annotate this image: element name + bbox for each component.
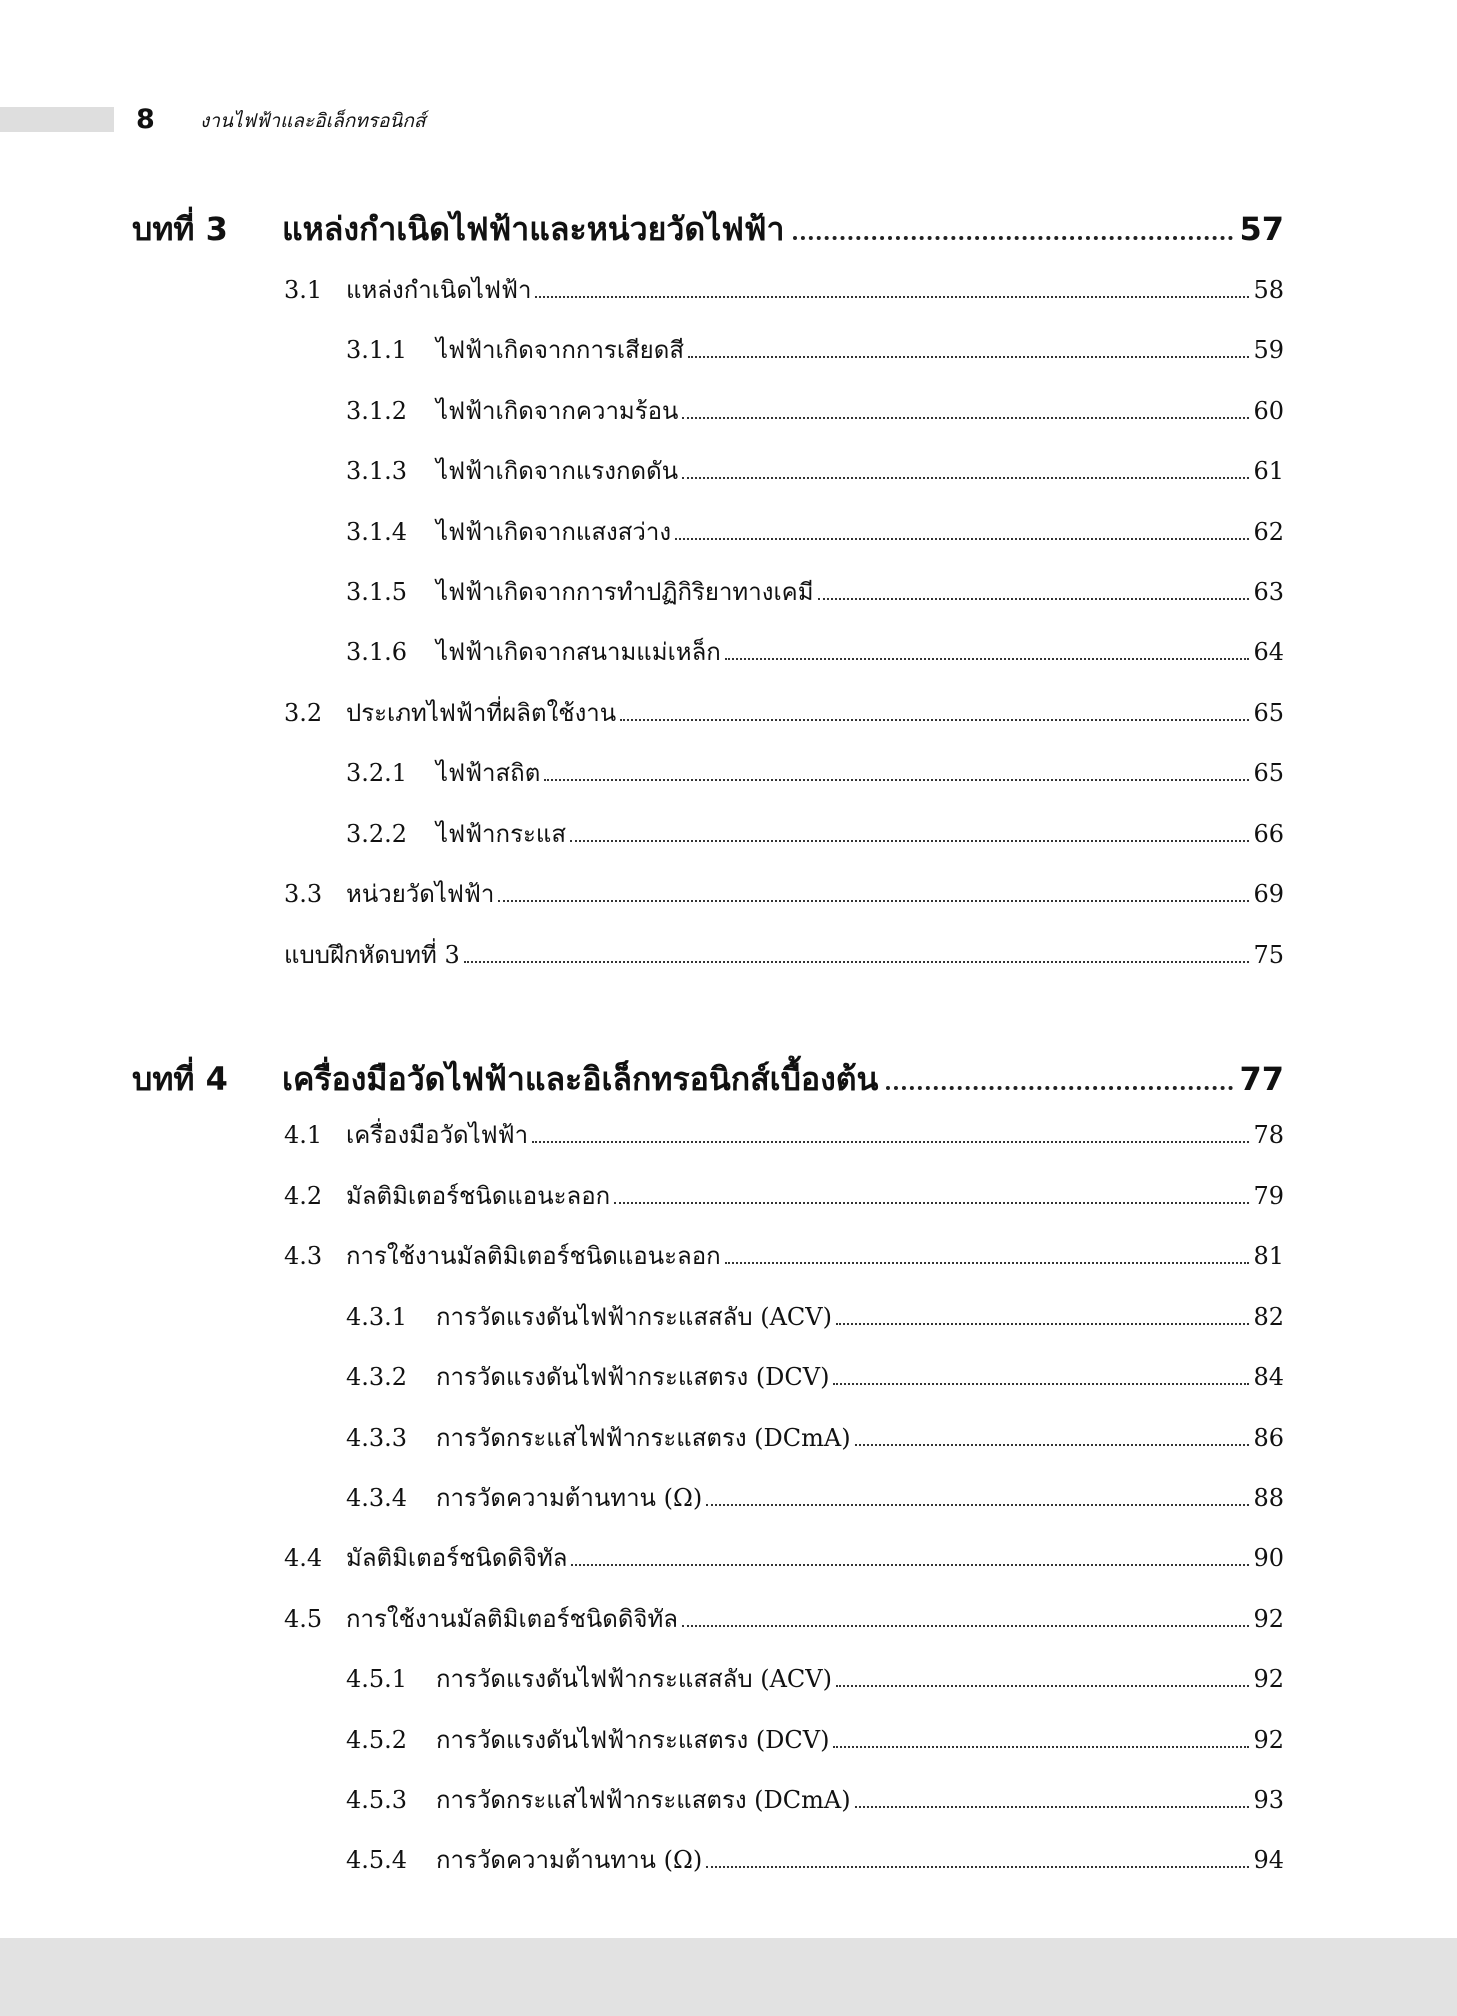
- section-number: 4.4: [284, 1544, 323, 1572]
- page-ref: 90: [1253, 1544, 1284, 1572]
- dot-leader: [570, 840, 1249, 842]
- section-title: ไฟฟ้าเกิดจากสนามแม่เหล็ก: [436, 638, 721, 666]
- section-title: มัลติมิเตอร์ชนิดดิจิทัล: [346, 1544, 568, 1572]
- toc-entry[interactable]: [346, 1659, 1284, 1695]
- section-title: แหล่งกำเนิดไฟฟ้า: [346, 276, 532, 304]
- toc-entry[interactable]: [284, 1538, 1284, 1574]
- dot-leader: [855, 1444, 1250, 1446]
- page-number: 8: [136, 104, 155, 135]
- section-number: 4.3.1: [346, 1303, 408, 1331]
- page-ref: 60: [1253, 397, 1284, 425]
- dot-leader: [498, 900, 1249, 902]
- section-number: 3.1.1: [346, 336, 408, 364]
- dot-leader: [682, 477, 1249, 479]
- section-number: 4.5: [284, 1605, 323, 1633]
- dot-leader: [620, 719, 1249, 721]
- dot-leader: [793, 236, 1234, 240]
- toc-entry[interactable]: [346, 1297, 1284, 1333]
- section-title: การใช้งานมัลติมิเตอร์ชนิดดิจิทัล: [346, 1605, 678, 1633]
- dot-leader: [706, 1866, 1249, 1868]
- page-ref: 66: [1253, 820, 1284, 848]
- toc-entry[interactable]: [284, 270, 1284, 306]
- section-number: 4.5.4: [346, 1846, 408, 1874]
- section-title: การวัดกระแสไฟฟ้ากระแสตรง (DCmA): [436, 1786, 851, 1814]
- toc-chapter-4[interactable]: [132, 1054, 1284, 1098]
- dot-leader: [682, 1625, 1249, 1627]
- section-title: แบบฝึกหัดบทที่ 3: [284, 941, 460, 969]
- page-ref: 93: [1253, 1786, 1284, 1814]
- toc-entry[interactable]: [346, 1478, 1284, 1514]
- toc-entry[interactable]: [346, 1840, 1284, 1876]
- page-ref: 88: [1253, 1484, 1284, 1512]
- section-title: มัลติมิเตอร์ชนิดแอนะลอก: [346, 1182, 611, 1210]
- dot-leader: [532, 1141, 1249, 1143]
- section-title: ไฟฟ้ากระแส: [436, 820, 566, 848]
- dot-leader: [675, 538, 1249, 540]
- dot-leader: [535, 296, 1249, 298]
- page-ref: 59: [1253, 336, 1284, 364]
- header-bar: [0, 107, 114, 132]
- section-title: ไฟฟ้าเกิดจากการทำปฏิกิริยาทางเคมี: [436, 578, 814, 606]
- chapter-title: แหล่งกำเนิดไฟฟ้าและหน่วยวัดไฟฟ้า: [282, 210, 785, 248]
- section-number: 4.5.3: [346, 1786, 408, 1814]
- toc-entry[interactable]: [346, 451, 1284, 487]
- section-number: 4.5.2: [346, 1726, 408, 1754]
- page-ref: 79: [1253, 1182, 1284, 1210]
- page-ref: 58: [1253, 276, 1284, 304]
- page-ref: 69: [1253, 880, 1284, 908]
- section-title: การวัดความต้านทาน (Ω): [436, 1484, 703, 1512]
- section-number: 4.1: [284, 1121, 323, 1149]
- chapter-label: บทที่ 3: [132, 210, 228, 248]
- page-ref: 94: [1253, 1846, 1284, 1874]
- page-ref: 61: [1253, 457, 1284, 485]
- section-title: ไฟฟ้าเกิดจากแรงกดดัน: [436, 457, 679, 485]
- section-number: 3.3: [284, 880, 323, 908]
- footer-band: [0, 1938, 1457, 2016]
- dot-leader: [544, 779, 1249, 781]
- page-ref: 65: [1253, 759, 1284, 787]
- dot-leader: [836, 1323, 1249, 1325]
- section-title: การวัดกระแสไฟฟ้ากระแสตรง (DCmA): [436, 1424, 851, 1452]
- toc-entry[interactable]: [346, 512, 1284, 548]
- page-ref: 65: [1253, 699, 1284, 727]
- page-ref: 77: [1239, 1060, 1284, 1098]
- toc-entry[interactable]: [346, 1720, 1284, 1756]
- section-title: ไฟฟ้าสถิต: [436, 759, 541, 787]
- dot-leader: [833, 1383, 1249, 1385]
- toc-entry[interactable]: [284, 874, 1284, 910]
- section-number: 4.3: [284, 1242, 323, 1270]
- toc-entry[interactable]: [284, 693, 1284, 729]
- running-title: งานไฟฟ้าและอิเล็กทรอนิกส์: [200, 110, 426, 132]
- section-title: การวัดแรงดันไฟฟ้ากระแสตรง (DCV): [436, 1363, 830, 1391]
- section-title: ประเภทไฟฟ้าที่ผลิตใช้งาน: [346, 699, 617, 727]
- section-number: 3.1.6: [346, 638, 408, 666]
- dot-leader: [688, 356, 1249, 358]
- toc-entry[interactable]: [346, 753, 1284, 789]
- page-ref: 82: [1253, 1303, 1284, 1331]
- page-ref: 84: [1253, 1363, 1284, 1391]
- page-ref: 75: [1253, 941, 1284, 969]
- page-ref: 78: [1253, 1121, 1284, 1149]
- section-number: 3.1.3: [346, 457, 408, 485]
- page-ref: 92: [1253, 1665, 1284, 1693]
- dot-leader: [833, 1746, 1249, 1748]
- toc-entry[interactable]: [284, 1115, 1284, 1151]
- toc-entry[interactable]: [346, 814, 1284, 850]
- toc-entry[interactable]: [284, 1599, 1284, 1635]
- toc-entry-exercises[interactable]: [284, 935, 1284, 971]
- chapter-title: เครื่องมือวัดไฟฟ้าและอิเล็กทรอนิกส์เบื้องต้น: [282, 1060, 879, 1098]
- toc-chapter-3[interactable]: [132, 204, 1284, 248]
- dot-leader: [464, 961, 1250, 963]
- section-title: เครื่องมือวัดไฟฟ้า: [346, 1121, 529, 1149]
- page-ref: 92: [1253, 1726, 1284, 1754]
- page-ref: 92: [1253, 1605, 1284, 1633]
- section-title: ไฟฟ้าเกิดจากความร้อน: [436, 397, 679, 425]
- toc-entry[interactable]: [346, 632, 1284, 668]
- section-title: การใช้งานมัลติมิเตอร์ชนิดแอนะลอก: [346, 1242, 721, 1270]
- section-number: 3.2: [284, 699, 323, 727]
- dot-leader: [571, 1564, 1249, 1566]
- dot-leader: [682, 417, 1249, 419]
- section-title: การวัดแรงดันไฟฟ้ากระแสสลับ (ACV): [436, 1303, 832, 1331]
- toc-entry[interactable]: [346, 330, 1284, 366]
- section-title: การวัดแรงดันไฟฟ้ากระแสสลับ (ACV): [436, 1665, 832, 1693]
- toc-entry[interactable]: [346, 391, 1284, 427]
- toc-entry[interactable]: [346, 1418, 1284, 1454]
- page-ref: 62: [1253, 518, 1284, 546]
- dot-leader: [818, 598, 1250, 600]
- toc-entry[interactable]: [346, 1357, 1284, 1393]
- dot-leader: [725, 658, 1250, 660]
- section-number: 4.3.3: [346, 1424, 408, 1452]
- section-title: หน่วยวัดไฟฟ้า: [346, 880, 495, 908]
- section-number: 4.3.4: [346, 1484, 408, 1512]
- toc-entry[interactable]: [346, 572, 1284, 608]
- section-number: 3.1.4: [346, 518, 408, 546]
- dot-leader: [886, 1086, 1233, 1090]
- dot-leader: [706, 1504, 1249, 1506]
- dot-leader: [836, 1685, 1249, 1687]
- section-title: การวัดความต้านทาน (Ω): [436, 1846, 703, 1874]
- toc-entry[interactable]: [284, 1176, 1284, 1212]
- section-title: การวัดแรงดันไฟฟ้ากระแสตรง (DCV): [436, 1726, 830, 1754]
- page-ref: 81: [1253, 1242, 1284, 1270]
- page-ref: 86: [1253, 1424, 1284, 1452]
- dot-leader: [614, 1202, 1249, 1204]
- section-number: 4.3.2: [346, 1363, 408, 1391]
- section-number: 4.2: [284, 1182, 323, 1210]
- toc-entry[interactable]: [346, 1780, 1284, 1816]
- section-number: 3.1.2: [346, 397, 408, 425]
- section-title: ไฟฟ้าเกิดจากการเสียดสี: [436, 336, 684, 364]
- dot-leader: [725, 1262, 1250, 1264]
- section-title: ไฟฟ้าเกิดจากแสงสว่าง: [436, 518, 672, 546]
- section-number: 4.5.1: [346, 1665, 408, 1693]
- section-number: 3.2.2: [346, 820, 408, 848]
- dot-leader: [855, 1806, 1250, 1808]
- page-ref: 57: [1239, 210, 1284, 248]
- section-number: 3.2.1: [346, 759, 408, 787]
- toc-entry[interactable]: [284, 1236, 1284, 1272]
- page-ref: 63: [1253, 578, 1284, 606]
- section-number: 3.1: [284, 276, 323, 304]
- page-ref: 64: [1253, 638, 1284, 666]
- chapter-label: บทที่ 4: [132, 1060, 228, 1098]
- section-number: 3.1.5: [346, 578, 408, 606]
